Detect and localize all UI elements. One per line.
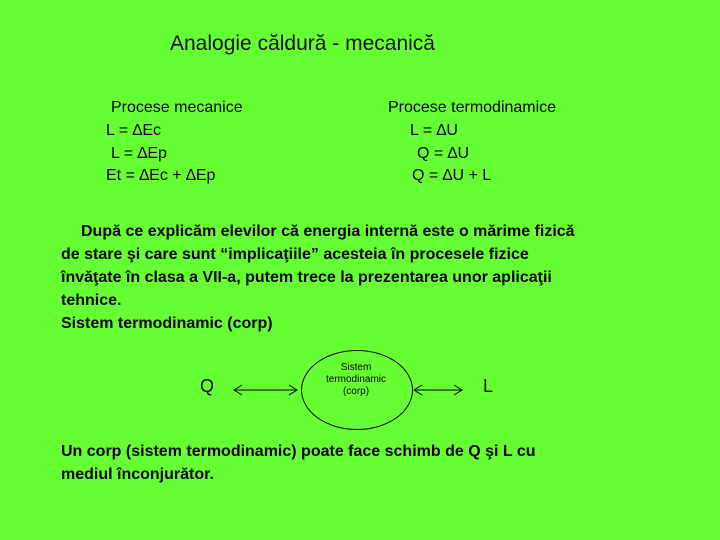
ellipse-line: termodinamic: [325, 374, 387, 385]
system-ellipse-label: [301, 362, 411, 398]
conclusion-line: Un corp (sistem termodinamic) poate face schimb de Q şi L cu: [61, 443, 536, 460]
paragraph-line: tehnice.: [61, 292, 122, 309]
ellipse-line: (corp): [342, 386, 370, 397]
conclusion-line: mediul înconjurător.: [61, 466, 214, 483]
mechanical-eq-3: Et = ∆Ec + ∆Ep: [106, 167, 216, 184]
paragraph-line: Sistem termodinamic (corp): [61, 315, 273, 332]
paragraph-line: învăţate în clasa a VII-a, putem trece la prezentarea unor aplicaţii: [61, 269, 552, 286]
slide-title: Analogie căldură - mecanică: [170, 32, 435, 55]
heat-label: Q: [200, 376, 215, 396]
thermo-eq-1: L = ∆U: [410, 122, 458, 139]
mechanical-header: Procese mecanice: [111, 99, 243, 116]
conclusion-text: [61, 440, 661, 486]
thermo-header: Procese termodinamice: [388, 99, 557, 116]
thermo-eq-3: Q = ∆U + L: [412, 167, 492, 184]
paragraph-line: După ce explicăm elevilor că energia internă este o mărime fizică: [81, 223, 575, 240]
mechanical-eq-2: L = ∆Ep: [111, 145, 167, 162]
mechanical-eq-1: L = ∆Ec: [106, 122, 161, 139]
ellipse-line: Sistem: [340, 362, 372, 373]
paragraph-line: de stare şi care sunt “implicaţiile” acesteia în procesele fizice: [61, 246, 529, 263]
thermo-eq-2: Q = ∆U: [417, 145, 470, 162]
work-label: L: [483, 376, 494, 396]
